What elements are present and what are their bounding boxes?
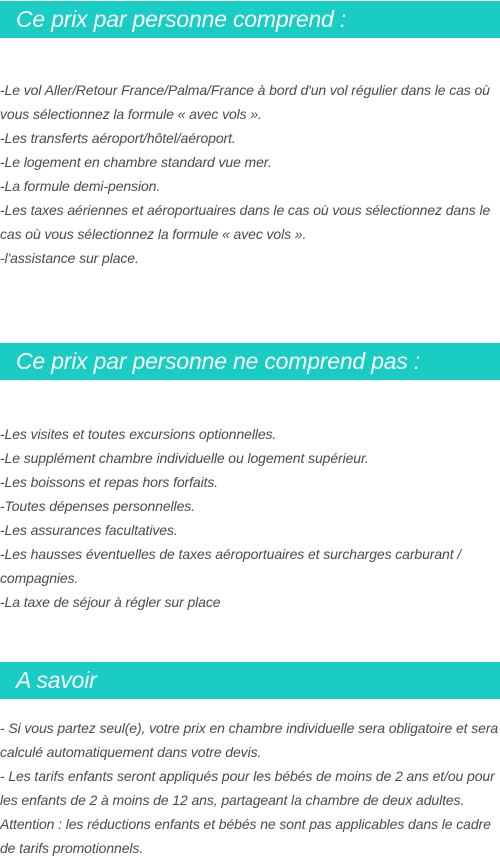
not-included-list bbox=[0, 422, 500, 614]
list-item: -La taxe de séjour à régler sur place bbox=[0, 594, 221, 610]
list-item: -Toutes dépenses personnelles. bbox=[0, 498, 195, 514]
list-item: -Les taxes aériennes et aéroportuaires dans le cas où vous sélectionnez dans le cas où vous sélectionnez la formule « avec vols ». bbox=[0, 202, 491, 242]
list-item: -Le supplément chambre individuelle ou logement supérieur. bbox=[0, 450, 369, 466]
included-list bbox=[0, 78, 500, 270]
section-title-included: Ce prix par personne comprend : bbox=[0, 1, 500, 38]
list-item: -Le vol Aller/Retour France/Palma/France à bord d'un vol régulier dans le cas où vous sélectionnez la formule « avec vols ». bbox=[0, 82, 490, 122]
section-title-not-included: Ce prix par personne ne comprend pas : bbox=[0, 343, 500, 380]
list-item: - Les tarifs enfants seront appliqués pour les bébés de moins de 2 ans et/ou pour les enfants de 2 à moins de 12 ans, partageant la chambre de deux adultes. bbox=[0, 768, 495, 808]
list-item: -Les hausses éventuelles de taxes aéroportuaires et surcharges carburant / compagnies. bbox=[0, 546, 462, 586]
list-item: -Les assurances facultatives. bbox=[0, 522, 178, 538]
good-to-know-list bbox=[0, 716, 500, 860]
list-item: -Les visites et toutes excursions optionnelles. bbox=[0, 426, 277, 442]
list-item: -Le logement en chambre standard vue mer. bbox=[0, 154, 272, 170]
list-item: -Les transferts aéroport/hôtel/aéroport. bbox=[0, 130, 236, 146]
list-item: Attention : les réductions enfants et bébés ne sont pas applicables dans le cadre de tarifs promotionnels. bbox=[0, 816, 491, 856]
list-item: -Les boissons et repas hors forfaits. bbox=[0, 474, 219, 490]
list-item: -La formule demi-pension. bbox=[0, 178, 161, 194]
list-item: -l'assistance sur place. bbox=[0, 250, 139, 266]
section-title-good-to-know: A savoir bbox=[0, 662, 500, 699]
list-item: - Si vous partez seul(e), votre prix en chambre individuelle sera obligatoire et sera calculé automatiquement dans votre devis. bbox=[0, 720, 499, 760]
